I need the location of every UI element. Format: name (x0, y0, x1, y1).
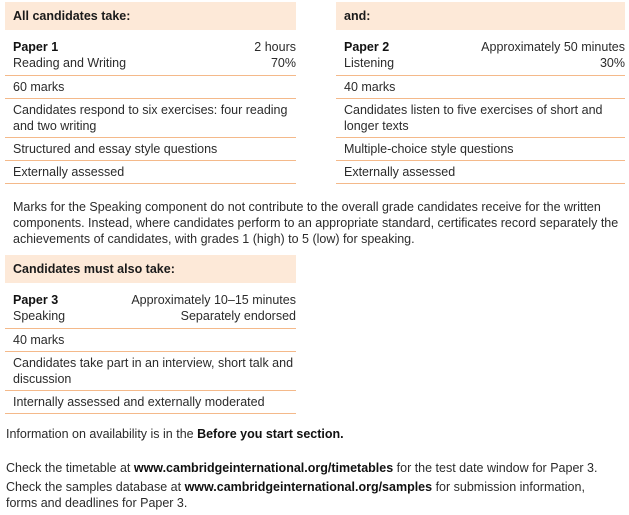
paper3-duration: Approximately 10–15 minutes (131, 293, 296, 307)
samples-link[interactable]: www.cambridgeinternational.org/samples (184, 480, 433, 494)
paper2-box (336, 2, 625, 184)
paper2-head (336, 30, 625, 76)
availability-note (6, 426, 344, 442)
before-you-start-ref: Before you start section. (197, 427, 344, 441)
paper1-box (5, 2, 296, 184)
paper2-question-style: Multiple-choice style questions (336, 138, 625, 161)
paper3-subject: Speaking (13, 309, 66, 323)
timetable-note (6, 460, 597, 476)
paper3-title-row (5, 292, 296, 308)
paper2-name: Paper 2 (344, 40, 390, 54)
timetable-text: Check the timetable at (6, 461, 134, 475)
paper1-marks: 60 marks (5, 76, 296, 99)
samples-text: Check the samples database at (6, 480, 185, 494)
paper3-subject-row (5, 308, 296, 329)
speaking-note: Marks for the Speaking component do not contribute to the overall grade candidates receive for the written components. Instead, where candidates perform to an appropriate standard, certificates record separately the achievements of candidates, with grades 1 (high) to 5 (low) for speaking. (13, 200, 619, 246)
paper2-marks: 40 marks (336, 76, 625, 99)
paper3-weighting: Separately endorsed (180, 309, 296, 323)
timetable-suffix: for the test date window for Paper 3. (393, 461, 598, 475)
paper3-description: Candidates take part in an interview, short talk and discussion (5, 352, 296, 391)
paper3-assessment: Internally assessed and externally moderated (5, 391, 296, 414)
samples-note (6, 479, 606, 511)
paper2-weighting: 30% (599, 56, 625, 70)
paper1-subject-row (5, 55, 296, 76)
timetable-link[interactable]: www.cambridgeinternational.org/timetables (133, 461, 394, 475)
paper1-duration: 2 hours (254, 40, 296, 54)
all-candidates-header: All candidates take: (5, 2, 296, 30)
paper1-question-style: Structured and essay style questions (5, 138, 296, 161)
paper2-subject: Listening (344, 56, 395, 70)
must-also-take-header: Candidates must also take: (5, 255, 296, 283)
and-header: and: (336, 2, 625, 30)
paper1-name: Paper 1 (13, 40, 59, 54)
samples-suffix: for submission information, forms and deadlines for Paper 3. (6, 480, 585, 510)
paper3-marks: 40 marks (5, 329, 296, 352)
paper1-weighting: 70% (270, 56, 296, 70)
paper1-assessment: Externally assessed (5, 161, 296, 184)
paper2-title-row (336, 39, 625, 55)
paper3-name: Paper 3 (13, 293, 59, 307)
paper2-description: Candidates listen to five exercises of short and longer texts (336, 99, 625, 138)
paper3-box (5, 255, 296, 414)
paper2-subject-row (336, 55, 625, 76)
paper1-title-row (5, 39, 296, 55)
paper1-head (5, 30, 296, 76)
paper2-duration: Approximately 50 minutes (481, 40, 625, 54)
paper1-description: Candidates respond to six exercises: four reading and two writing (5, 99, 296, 138)
paper3-head (5, 283, 296, 329)
paper2-assessment: Externally assessed (336, 161, 625, 184)
paper1-subject: Reading and Writing (13, 56, 127, 70)
availability-text: Information on availability is in the (6, 427, 198, 441)
